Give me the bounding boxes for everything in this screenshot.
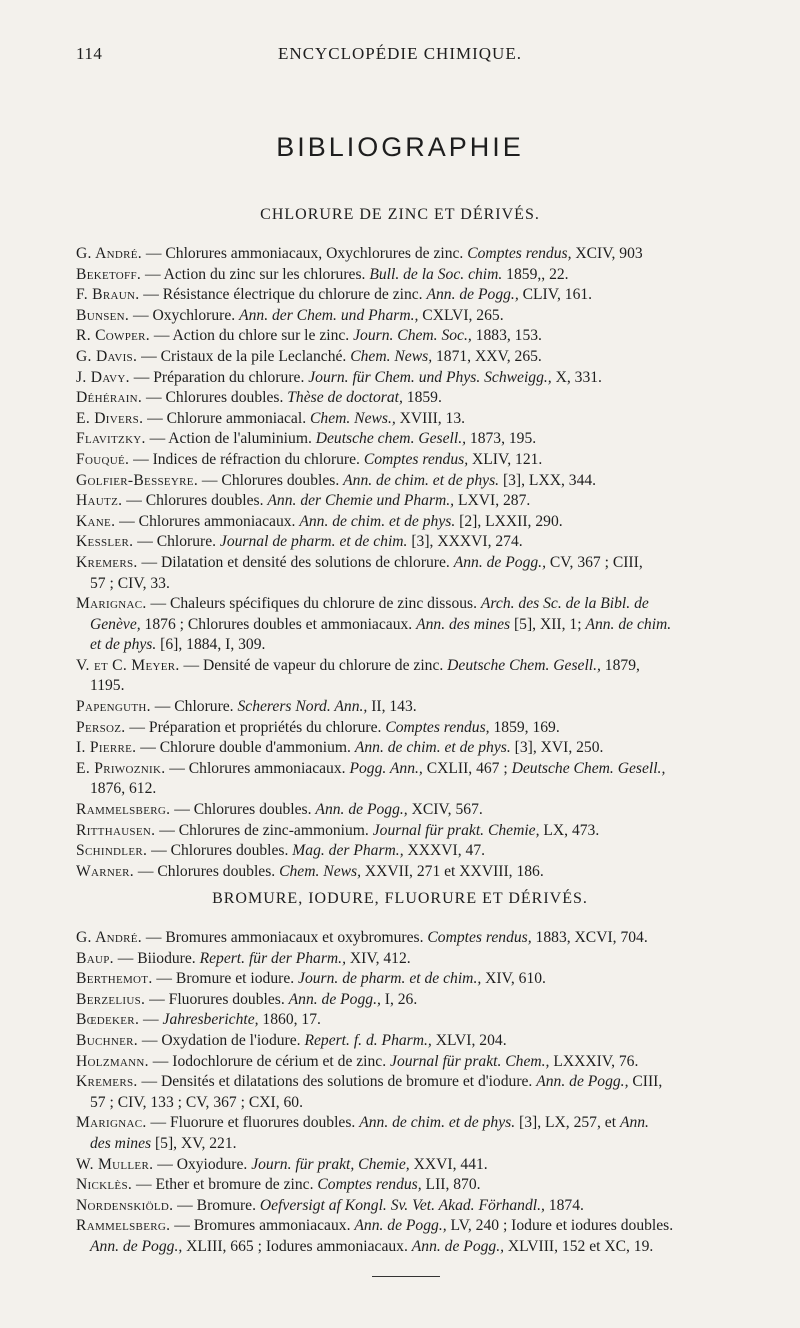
entry-author: Rammelsberg. — [76, 801, 171, 819]
entry-author: F. Braun. — [76, 286, 140, 304]
entry-description: — Chlorures doubles. — [142, 389, 288, 407]
entry-citation: 1883, XCVI, 704. — [531, 929, 648, 946]
entry-reference: Ann. de Pogg., — [453, 553, 546, 571]
entry-reference: Deutsche chem. Gesell., — [315, 430, 466, 448]
entry-citation: XVIII, 13. — [395, 409, 466, 427]
entry-citation: LXXXIV, 76. — [549, 1052, 639, 1070]
entry-citation: [2], LXXII, 290. — [455, 512, 563, 530]
entry-citation: LX, 473. — [539, 821, 600, 839]
entry-author: E. Divers. — [76, 409, 144, 427]
entry-author: Flavitzky. — [76, 430, 146, 448]
end-rule — [372, 1276, 440, 1277]
entry-author: G. Davis. — [76, 347, 138, 365]
section-heading-chlorure: CHLORURE DE ZINC ET DÉRIVÉS. — [260, 206, 540, 223]
entry-continuation — [76, 615, 768, 636]
entry-continuation — [76, 676, 768, 697]
entry-citation: CXLII, 467 ; — [422, 759, 512, 777]
entry-reference: Thèse de doctorat, — [287, 389, 403, 407]
entry-continuation — [76, 1093, 768, 1114]
entry-author: Déhérain. — [76, 389, 143, 407]
entry-description: — Chlorures doubles. — [134, 862, 280, 880]
bibliography-entry — [76, 718, 768, 739]
entry-citation: LV, 240 ; Iodure et iodures doubles. — [446, 1217, 674, 1235]
bibliography-entry — [76, 1113, 768, 1154]
bibliography-entry — [76, 1216, 768, 1257]
entry-citation: II, 143. — [367, 698, 417, 716]
entry-author: E. Priwoznik. — [76, 759, 166, 777]
entry-citation: CIII, — [628, 1073, 663, 1091]
entry-citation: XXVI, 441. — [409, 1155, 488, 1173]
bibliography-entry — [76, 990, 768, 1011]
entry-citation: 1873, 195. — [466, 430, 537, 448]
entry-author: Nordenskiöld. — [76, 1196, 174, 1214]
page-title: BIBLIOGRAPHIE — [276, 132, 524, 162]
entry-citation: CLIV, 161. — [518, 286, 593, 304]
entry-description: — Chlorure ammoniacal. — [143, 409, 310, 427]
bibliography-entry — [76, 821, 768, 842]
entry-citation: XCIV, 903 — [571, 245, 643, 262]
entry-reference: Genève, — [90, 615, 141, 633]
entry-reference: Jahresberichte, — [162, 1011, 259, 1029]
bibliography-entry — [76, 491, 768, 512]
entry-citation: [3], XXXVI, 274. — [407, 533, 523, 551]
entry-author: Baup. — [76, 949, 114, 967]
entry-author: Schindler. — [76, 842, 148, 860]
entry-description: — Action de l'aluminium. — [145, 430, 316, 448]
bibliography-entry — [76, 306, 768, 327]
entry-citation: [3], LX, 257, et — [515, 1114, 620, 1132]
entry-reference: des mines — [90, 1134, 152, 1152]
entry-description: — Oxychlorure. — [129, 306, 240, 324]
entry-reference: Pogg. Ann., — [349, 759, 423, 777]
entry-citation: [3], LXX, 344. — [499, 471, 597, 489]
entry-citation: X, 331. — [551, 368, 602, 386]
entry-description: — Chlorures ammoniacaux. — [165, 759, 350, 777]
bibliography-entry — [76, 1010, 768, 1031]
entry-continuation — [76, 779, 768, 800]
entry-citation: 57 ; CIV, 133 ; CV, 367 ; CXI, 60. — [90, 1093, 303, 1111]
entry-description: — Chlorure. — [133, 533, 220, 551]
entry-description: — Biiodure. — [113, 949, 200, 967]
entry-description: — Fluorures doubles. — [145, 990, 289, 1008]
bibliography-entry — [76, 285, 768, 306]
bibliography-entry — [76, 409, 768, 430]
bibliography-entry — [76, 326, 768, 347]
bibliography-entry — [76, 471, 768, 492]
bibliography-entry — [76, 532, 768, 553]
entry-reference: Chem. News, — [350, 347, 433, 365]
running-title: ENCYCLOPÉDIE CHIMIQUE. — [278, 44, 522, 63]
entry-citation: XXXVI, 47. — [403, 842, 486, 860]
entry-reference: Scherers Nord. Ann., — [237, 698, 368, 716]
bibliography-entry — [76, 949, 768, 970]
entry-description: — Iodochlorure de cérium et de zinc. — [148, 1052, 391, 1070]
entry-reference: Deutsche Chem. Gesell., — [447, 656, 601, 674]
entry-citation: XCIV, 567. — [407, 801, 483, 819]
entry-reference: Ann. de chim. et de phys. — [343, 471, 500, 489]
entry-reference: Journal für prakt. Chemie, — [372, 821, 540, 839]
entry-reference: Comptes rendus, — [385, 718, 490, 736]
entry-author: Warner. — [76, 862, 134, 880]
entry-reference: et de phys. — [90, 636, 157, 654]
entry-reference: Chem. News, — [279, 862, 361, 880]
entry-reference: Comptes rendus, — [363, 450, 469, 468]
bibliography-entry — [76, 841, 768, 862]
entry-reference: Comptes rendus, — [467, 245, 572, 262]
entry-citation: CXLVI, 265. — [418, 306, 504, 324]
entry-continuation — [76, 1237, 768, 1258]
entry-reference: Comptes rendus, — [317, 1176, 422, 1194]
entry-citation: LII, 870. — [421, 1176, 481, 1194]
entry-citation: XLIV, 121. — [468, 450, 543, 468]
entry-description: — Oxydation de l'iodure. — [137, 1031, 305, 1049]
bibliography-entry — [76, 1175, 768, 1196]
entry-description: — Dilatation et densité des solutions de chlorure. — [137, 553, 454, 571]
entry-author: Bunsen. — [76, 306, 130, 324]
entry-description: — Cristaux de la pile Leclanché. — [137, 347, 351, 365]
entry-reference: Ann. de Pogg., — [411, 1237, 505, 1255]
bibliography-entry — [76, 738, 768, 759]
entry-description: — Préparation du chlorure. — [129, 368, 309, 386]
entry-citation: 1883, 153. — [471, 327, 542, 345]
entry-citation: 1876 ; Chlorures doubles et ammoniacaux. — [140, 615, 417, 633]
bibliography-entry — [76, 862, 768, 883]
entry-description: — Bromure et iodure. — [152, 970, 299, 988]
bibliography-entry — [76, 1196, 768, 1217]
entry-description: — Densité de vapeur du chlorure de zinc. — [179, 656, 448, 674]
entry-description: — Chlorures de zinc-ammonium. — [155, 821, 373, 839]
entry-citation: XLVI, 204. — [431, 1031, 507, 1049]
entry-author: Papenguth. — [76, 698, 151, 716]
entry-author: Persoz. — [76, 718, 126, 736]
bibliography-entry — [76, 594, 768, 656]
entry-description: — Chlorure double d'ammonium. — [136, 739, 355, 757]
entry-reference: Journ. de pharm. et de chim., — [298, 970, 482, 988]
entry-reference: Ann. der Chemie und Pharm., — [267, 492, 455, 510]
entry-citation: 1859, 169. — [489, 718, 560, 736]
entry-reference: Journ. Chem. Soc., — [353, 327, 472, 345]
bibliography-entry — [76, 969, 768, 990]
entry-reference: Ann. de chim. et de phys. — [354, 739, 511, 757]
entry-citation: [3], XVI, 250. — [510, 739, 604, 757]
bibliography-entry — [76, 450, 768, 471]
entry-description: — Ether et bromure de zinc. — [132, 1176, 318, 1194]
section-heading-bromure: BROMURE, IODURE, FLUORURE ET DÉRIVÉS. — [212, 890, 588, 907]
entry-description: — Oxyiodure. — [153, 1155, 252, 1173]
entry-reference: Repert. für der Pharm., — [199, 949, 346, 967]
entry-description: — Chlorures ammoniacaux. — [115, 512, 300, 530]
entry-author: Ritthausen. — [76, 821, 156, 839]
bibliography-entry — [76, 1031, 768, 1052]
entry-reference: Journ. für Chem. und Phys. Schweigg., — [308, 368, 552, 386]
entry-author: Buchner. — [76, 1031, 138, 1049]
page-number: 114 — [76, 44, 103, 63]
entry-author: Berzelius. — [76, 990, 146, 1008]
entry-description: — Fluorure et fluorures doubles. — [146, 1114, 360, 1132]
entry-reference: Chem. News., — [310, 409, 396, 427]
entry-author: Nicklès. — [76, 1176, 133, 1194]
bibliography-entry — [76, 928, 768, 949]
entry-citation: 57 ; CIV, 33. — [90, 574, 170, 592]
entry-reference: Journal für prakt. Chem., — [390, 1052, 550, 1070]
entry-author: J. Davy. — [76, 368, 130, 386]
entry-citation: [6], 1884, I, 309. — [156, 636, 266, 654]
bibliography-entry — [76, 368, 768, 389]
bibliography-entry — [76, 759, 768, 800]
entry-author: I. Pierre. — [76, 739, 137, 757]
entry-citation: CV, 367 ; CIII, — [545, 553, 643, 571]
entry-citation: 1871, XXV, 265. — [432, 347, 542, 365]
entry-author: Rammelsberg. — [76, 1217, 171, 1235]
entry-author: Kremers. — [76, 1073, 138, 1091]
entry-description: — Indices de réfraction du chlorure. — [129, 450, 364, 468]
entry-reference: Journal de pharm. et de chim. — [219, 533, 408, 551]
entry-continuation — [76, 635, 768, 656]
bibliography-entry — [76, 553, 768, 594]
bibliography-entry — [76, 265, 768, 286]
bibliography-entry — [76, 800, 768, 821]
entry-citation: [5], XV, 221. — [151, 1134, 237, 1152]
entry-citation: LXVI, 287. — [454, 492, 531, 510]
entry-author: Kremers. — [76, 553, 138, 571]
entry-author: G. André. — [76, 929, 143, 946]
entry-author: Kessler. — [76, 533, 134, 551]
entry-citation: 1859. — [402, 389, 442, 407]
bibliography-list-bromure — [76, 928, 768, 1258]
entry-reference: Ann. de chim. et de phys. — [299, 512, 456, 530]
bibliography-entry — [76, 429, 768, 450]
entry-description: — Densités et dilatations des solutions de bromure et d'iodure. — [137, 1073, 537, 1091]
entry-description: — Action du chlore sur le zinc. — [150, 327, 354, 345]
entry-continuation — [76, 1134, 768, 1155]
entry-citation: XIV, 412. — [345, 949, 411, 967]
entry-author: G. André. — [76, 245, 143, 262]
bibliography-entry — [76, 388, 768, 409]
entry-citation: [5], XII, 1; — [510, 615, 586, 633]
entry-reference: Journ. für prakt, Chemie, — [251, 1155, 410, 1173]
entry-citation: XXVII, 271 et XXVIII, 186. — [360, 862, 544, 880]
bibliography-entry — [76, 244, 768, 265]
entry-citation: 1876, 612. — [90, 780, 157, 798]
entry-description: — Chaleurs spécifiques du chlorure de zinc dissous. — [146, 595, 481, 613]
entry-citation: XLIII, 665 ; Iodures ammoniacaux. — [182, 1237, 412, 1255]
entry-author: Berthemot. — [76, 970, 153, 988]
entry-reference: Ann. de Pogg., — [426, 286, 519, 304]
entry-reference: Deutsche Chem. Gesell., — [511, 759, 666, 777]
entry-reference: Ann. de Pogg., — [288, 990, 381, 1008]
entry-description: — Bromures ammoniacaux. — [170, 1217, 355, 1235]
bibliography-entry — [76, 656, 768, 697]
entry-description: — Chlorure. — [150, 698, 238, 716]
entry-reference: Ann. de Pogg., — [315, 801, 408, 819]
entry-citation: XLVIII, 152 et XC, 19. — [504, 1237, 654, 1255]
entry-reference: Ann. de Pogg., — [90, 1237, 183, 1255]
entry-description: — Chlorures doubles. — [198, 471, 344, 489]
entry-description: — Préparation et propriétés du chlorure. — [125, 718, 386, 736]
entry-author: V. et C. Meyer. — [76, 656, 180, 674]
bibliography-entry — [76, 1052, 768, 1073]
entry-citation: I, 26. — [380, 990, 418, 1008]
entry-reference: Ann. der Chem. und Pharm., — [239, 306, 419, 324]
entry-description: — Chlorures doubles. — [122, 492, 268, 510]
bibliography-entry — [76, 1072, 768, 1113]
entry-author: Golfier-Besseyre. — [76, 471, 199, 489]
entry-description: — Action du zinc sur les chlorures. — [141, 265, 370, 283]
entry-reference: Mag. der Pharm., — [292, 842, 404, 860]
entry-reference: Ann. de Pogg., — [354, 1217, 447, 1235]
entry-author: Hautz. — [76, 492, 123, 510]
entry-citation: 1859,, 22. — [502, 265, 569, 283]
entry-reference: Ann. de chim. — [585, 615, 672, 633]
entry-author: Kane. — [76, 512, 116, 530]
bibliography-entry — [76, 1155, 768, 1176]
entry-author: W. Muller. — [76, 1155, 154, 1173]
entry-citation: 1195. — [90, 677, 125, 695]
bibliography-entry — [76, 347, 768, 368]
entry-reference: Oefversigt af Kongl. Sv. Vet. Akad. Förhandl., — [259, 1196, 545, 1214]
bibliography-entry — [76, 697, 768, 718]
entry-reference: Comptes rendus, — [427, 929, 532, 946]
entry-author: Beketoff. — [76, 265, 142, 283]
entry-author: Fouqué. — [76, 450, 130, 468]
bibliography-list-chlorure — [76, 244, 768, 882]
entry-description: — Chlorures doubles. — [147, 842, 293, 860]
entry-reference: Arch. des Sc. de la Bibl. de — [480, 595, 649, 613]
entry-description: — — [139, 1011, 163, 1029]
entry-description: — Résistance électrique du chlorure de zinc. — [139, 286, 427, 304]
entry-description: — Chlorures ammoniacaux, Oxychlorures de zinc. — [142, 245, 468, 262]
entry-continuation — [76, 574, 768, 595]
entry-reference: Ann. de chim. et de phys. — [359, 1114, 516, 1132]
entry-description: — Bromures ammoniacaux et oxybromures. — [142, 929, 428, 946]
entry-citation: 1860, 17. — [258, 1011, 321, 1029]
entry-author: Holzmann. — [76, 1052, 149, 1070]
entry-reference: Ann. — [619, 1114, 649, 1132]
entry-citation: XIV, 610. — [481, 970, 546, 988]
entry-author: Marignac. — [76, 595, 147, 613]
entry-author: R. Cowper. — [76, 327, 150, 345]
entry-citation: 1879, — [600, 656, 640, 674]
entry-reference: Repert. f. d. Pharm., — [304, 1031, 432, 1049]
entry-reference: Bull. de la Soc. chim. — [369, 265, 503, 283]
entry-author: Marignac. — [76, 1114, 147, 1132]
entry-description: — Chlorures doubles. — [170, 801, 316, 819]
entry-author: Bœdeker. — [76, 1011, 140, 1029]
bibliography-entry — [76, 512, 768, 533]
entry-description: — Bromure. — [173, 1196, 260, 1214]
entry-citation: 1874. — [544, 1196, 584, 1214]
entry-reference: Ann. des mines — [416, 615, 511, 633]
entry-reference: Ann. de Pogg., — [536, 1073, 629, 1091]
